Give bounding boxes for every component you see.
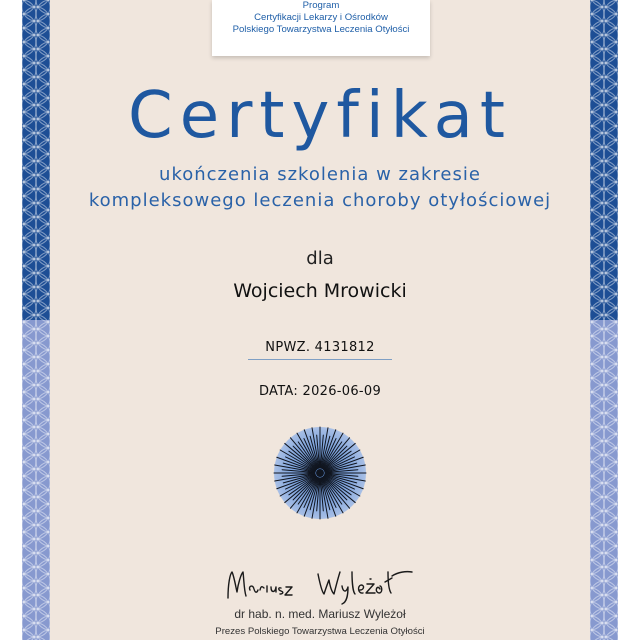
- handwritten-signature: [222, 562, 418, 608]
- certificate-subtitle: [50, 162, 590, 214]
- header-line-program: Program: [302, 0, 340, 11]
- signer-title: Prezes Polskiego Towarzystwa Leczenia Otyłości: [215, 626, 425, 637]
- npwz-number: NPWZ. 4131812: [248, 340, 392, 360]
- sunburst-emblem-icon: [268, 421, 372, 525]
- signer-name: dr hab. n. med. Mariusz Wyleżoł: [234, 607, 406, 621]
- header-line-society: Polskiego Towarzystwa Leczenia Otyłości: [232, 24, 410, 35]
- for-label: dla: [306, 248, 334, 269]
- subtitle-line-1: ukończenia szkolenia w zakresie: [159, 164, 481, 185]
- program-header-box: [212, 0, 430, 56]
- recipient-name: Wojciech Mrowicki: [233, 280, 407, 302]
- certificate-date: DATA: 2026-06-09: [258, 384, 382, 399]
- header-line-certification: Certyfikacji Lekarzy i Ośrodków: [254, 12, 388, 23]
- certificate-title: Certyfikat: [128, 79, 512, 153]
- decorative-border-left: [22, 0, 50, 640]
- subtitle-line-2: kompleksowego leczenia choroby otyłościowej: [88, 190, 552, 211]
- decorative-border-right: [590, 0, 618, 640]
